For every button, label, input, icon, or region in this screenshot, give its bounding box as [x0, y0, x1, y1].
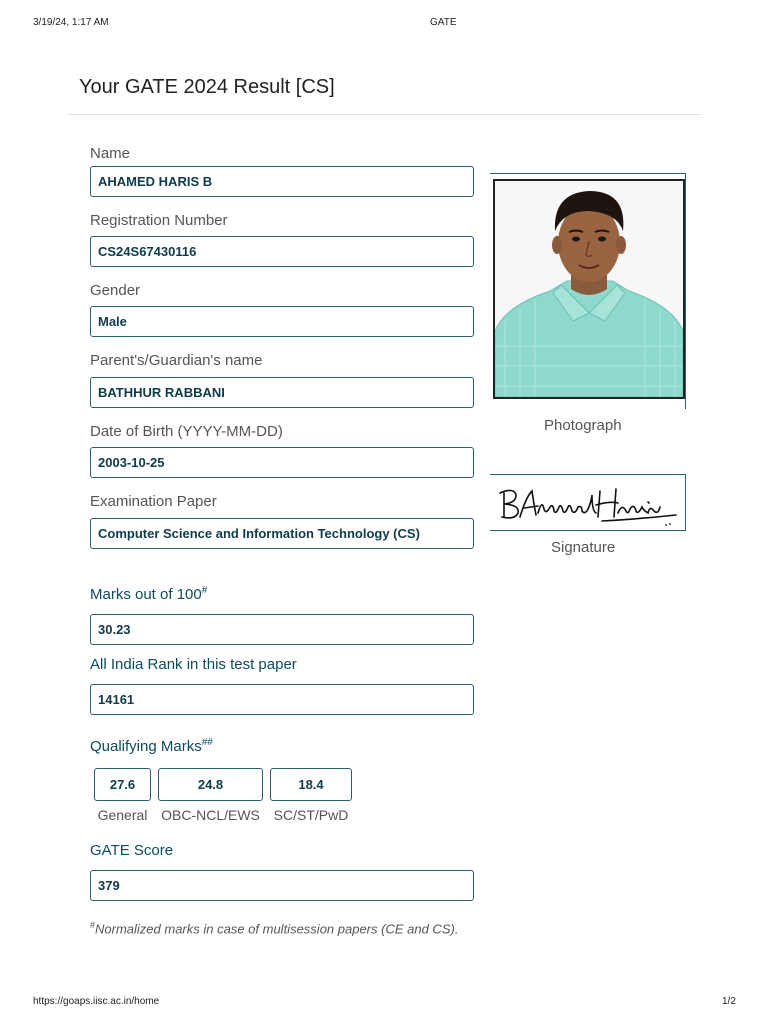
rank-label: All India Rank in this test paper [90, 656, 297, 673]
gender-label: Gender [90, 282, 141, 299]
page-title: Your GATE 2024 Result [CS] [79, 76, 335, 98]
candidate-photo [493, 179, 685, 399]
paper-value: Computer Science and Information Technology (CS) [98, 526, 420, 541]
print-page-number: 1/2 [722, 996, 736, 1007]
gender-field [90, 306, 474, 337]
qualifying-box-obc [158, 768, 263, 801]
paper-field [90, 518, 474, 549]
footnote-text: Normalized marks in case of multisession papers (CE and CS). [95, 921, 459, 937]
registration-value: CS24S67430116 [98, 244, 197, 259]
print-page-title: GATE [430, 17, 457, 28]
print-url: https://goaps.iisc.ac.in/home [33, 996, 160, 1007]
marks-label-text: Marks out of 100 [90, 586, 202, 603]
gate-score-value: 379 [98, 878, 120, 893]
rank-value: 14161 [98, 692, 135, 707]
qualifying-category-obc: OBC-NCL/EWS [161, 807, 260, 823]
marks-label [90, 585, 207, 603]
qualifying-value-general: 27.6 [109, 777, 136, 792]
signature-image [490, 475, 684, 530]
registration-label: Registration Number [90, 212, 228, 229]
dob-label: Date of Birth (YYYY-MM-DD) [90, 423, 283, 440]
guardian-field [90, 377, 474, 408]
rank-field [90, 684, 474, 715]
qualifying-category-sc: SC/ST/PwD [273, 807, 349, 823]
paper-label: Examination Paper [90, 493, 217, 510]
qualifying-label [90, 737, 213, 755]
qualifying-value-obc: 24.8 [197, 777, 224, 792]
gender-value: Male [98, 314, 127, 329]
dob-field [90, 447, 474, 478]
qualifying-box-general [94, 768, 151, 801]
title-divider [67, 114, 702, 115]
dob-value: 2003-10-25 [98, 455, 165, 470]
signature-caption: Signature [551, 539, 616, 556]
guardian-value: BATHHUR RABBANI [98, 385, 225, 400]
footnote-sup: # [90, 920, 96, 930]
qualifying-box-sc [270, 768, 352, 801]
name-value: AHAMED HARIS B [98, 174, 213, 189]
qualifying-label-text: Qualifying Marks [90, 738, 202, 755]
marks-label-sup: # [201, 585, 208, 596]
gate-score-label: GATE Score [90, 842, 174, 859]
gate-score-field [90, 870, 474, 901]
marks-field [90, 614, 474, 645]
candidate-photo-illustration [495, 181, 683, 397]
photo-caption: Photograph [544, 417, 622, 434]
print-datetime: 3/19/24, 1:17 AM [33, 17, 109, 28]
qualifying-label-sup: ## [201, 737, 213, 748]
registration-field [90, 236, 474, 267]
marks-value: 30.23 [98, 622, 131, 637]
footnote [90, 920, 458, 936]
qualifying-value-sc: 18.4 [298, 777, 324, 792]
guardian-label: Parent's/Guardian's name [90, 352, 263, 369]
name-field [90, 166, 474, 197]
name-label: Name [90, 145, 131, 162]
signature-frame [490, 474, 686, 531]
qualifying-category-general: General [97, 807, 148, 823]
